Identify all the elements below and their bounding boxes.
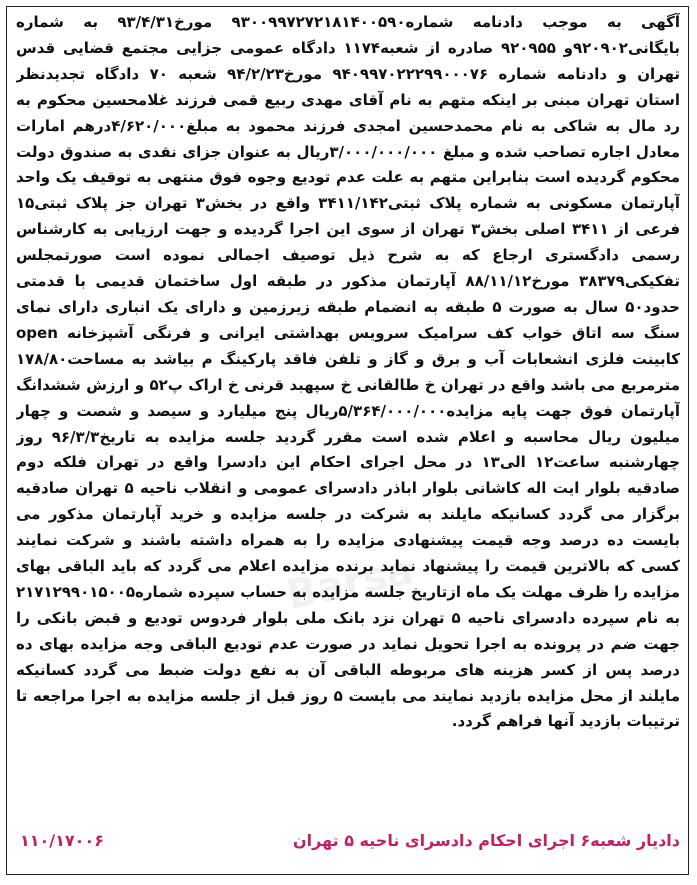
notice-footer <box>20 826 680 854</box>
notice-code: ۱۱۰/۱۷۰۰۶ <box>20 830 104 850</box>
watermark: Barsa <box>282 547 418 619</box>
notice-body: آگهی به موجب دادنامه شماره۹۳۰۰۹۹۷۲۷۲۱۸۱۴۰۰۵۹۰ مورخ۹۳/۴/۳۱ به شماره بایگانی۹۲۰۹۰۲و ۹۲۰۹۵۵ صادره از شعبه۱۱۷۴ دادگاه عمومی جزایی مجتمع قضایی قدس تهران و دادنامه شماره ۹۴۰۹۹۷۰۲۲۲۹۹۰۰۰۷۶ مورخ۹۴/۲/۲۳ شعبه ۷۰ دادگاه تجدیدنظر استان تهران مبنی بر اینکه متهم به نام آقای مهدی ربیع قمی فرزند غلامحسین محکوم به رد مال به شاکی به نام محمدحسین امجدی فرزند محمود به مبلغ۴/۶۲۰/۰۰۰درهم امارات معادل اجاره تصاحب شده و مبلغ ۳/۰۰۰/۰۰۰/۰۰۰ریال به عنوان جزای نقدی به صندوق دولت محکوم گردیده است بنابراین متهم به علت عدم تودیع وجوه فوق منتهی به توقیف یک واحد آپارتمان مسکونی به شماره پلاک ثبتی۳۴۱۱/۱۴۲ واقع در بخش۳ تهران جز پلاک ثبتی۱۵ فرعی از ۳۴۱۱ اصلی بخش۳ تهران از سوی این اجرا گردیده و جهت ارزیابی به کارشناس رسمی دادگستری ارجاع که به شرح ذیل توصیف اجمالی نموده است صورتمجلس تفکیکی۳۸۳۷۹ مورخ۸۸/۱۱/۱۲ آپارتمان مذکور در طبقه اول ساختمان قدیمی با قدمتی حدود۵۰ سال به صورت ۵ طبقه به انضمام طبقه زیرزمین و دارای یک انباری دارای نمای سنگ سه اتاق خواب کف سرامیک سرویس بهداشتی ایرانی و فرنگی آشپزخانه open کابینت فلزی انشعابات آب و برق و گاز و تلفن فاقد پارکینگ م بیاشد به مساحت۱۷۸/۸۰ مترمربع می باشد واقع در تهران خ طالقانی خ سپهبد قرنی خ اراک پ۵۲ و ارزش ششدانگ آپارتمان فوق جهت پایه مزایده۵/۳۶۴/۰۰۰/۰۰۰ریال پنج میلیارد و سیصد و شصت و چهار میلیون ریال محاسبه و اعلام شده است مقرر گردید جلسه مزایده به تاریخ۹۶/۳/۳ روز چهارشنبه ساعت۱۲ الی۱۳ در محل اجرای احکام این دادسرا واقع در تهران فلکه دوم صادقیه بلوار ایت اله کاشانی بلوار اباذر دادسرای عمومی و انقلاب ناحیه ۵ تهران صادقیه برگزار می گردد کسانیکه مایلند به شرکت در جلسه مزایده و خرید آپارتمان مذکور می بایست ده درصد وجه قیمت پیشنهادی مزایده را به همراه داشته باشند و شرکت نمایند کسی که بالاترین قیمت را پیشنهاد نماید برنده مزایده اعلام می گردد که باید الباقی بهای مزایده را ظرف مهلت یک ماه ازتاریخ جلسه مزایده به حساب سپرده شماره۲۱۷۱۲۹۹۰۱۵۰۰۵ به نام سپرده دادسرای ناحیه ۵ تهران نزد بانک ملی بلوار فردوس توديع و قبض بانکی را جهت ضم در پرونده به اجرا تحویل نماید در صورت عدم توديع الباقی وجه مزایده بهای ده درصد پس از کسر هزینه های مربوطه الباقی آن به نفع دولت ضبط می گردد کسانیکه مایلند از محل مزایده بازدید نمایند می بایست ۵ روز قبل از جلسه مزایده به اجرا مراجعه تا ترتیبات بازدید آنها فراهم گردد. <box>16 13 680 731</box>
signature-line: دادیار شعبه۶ اجرای احکام دادسرای ناحیه ۵ تهران <box>292 830 680 850</box>
